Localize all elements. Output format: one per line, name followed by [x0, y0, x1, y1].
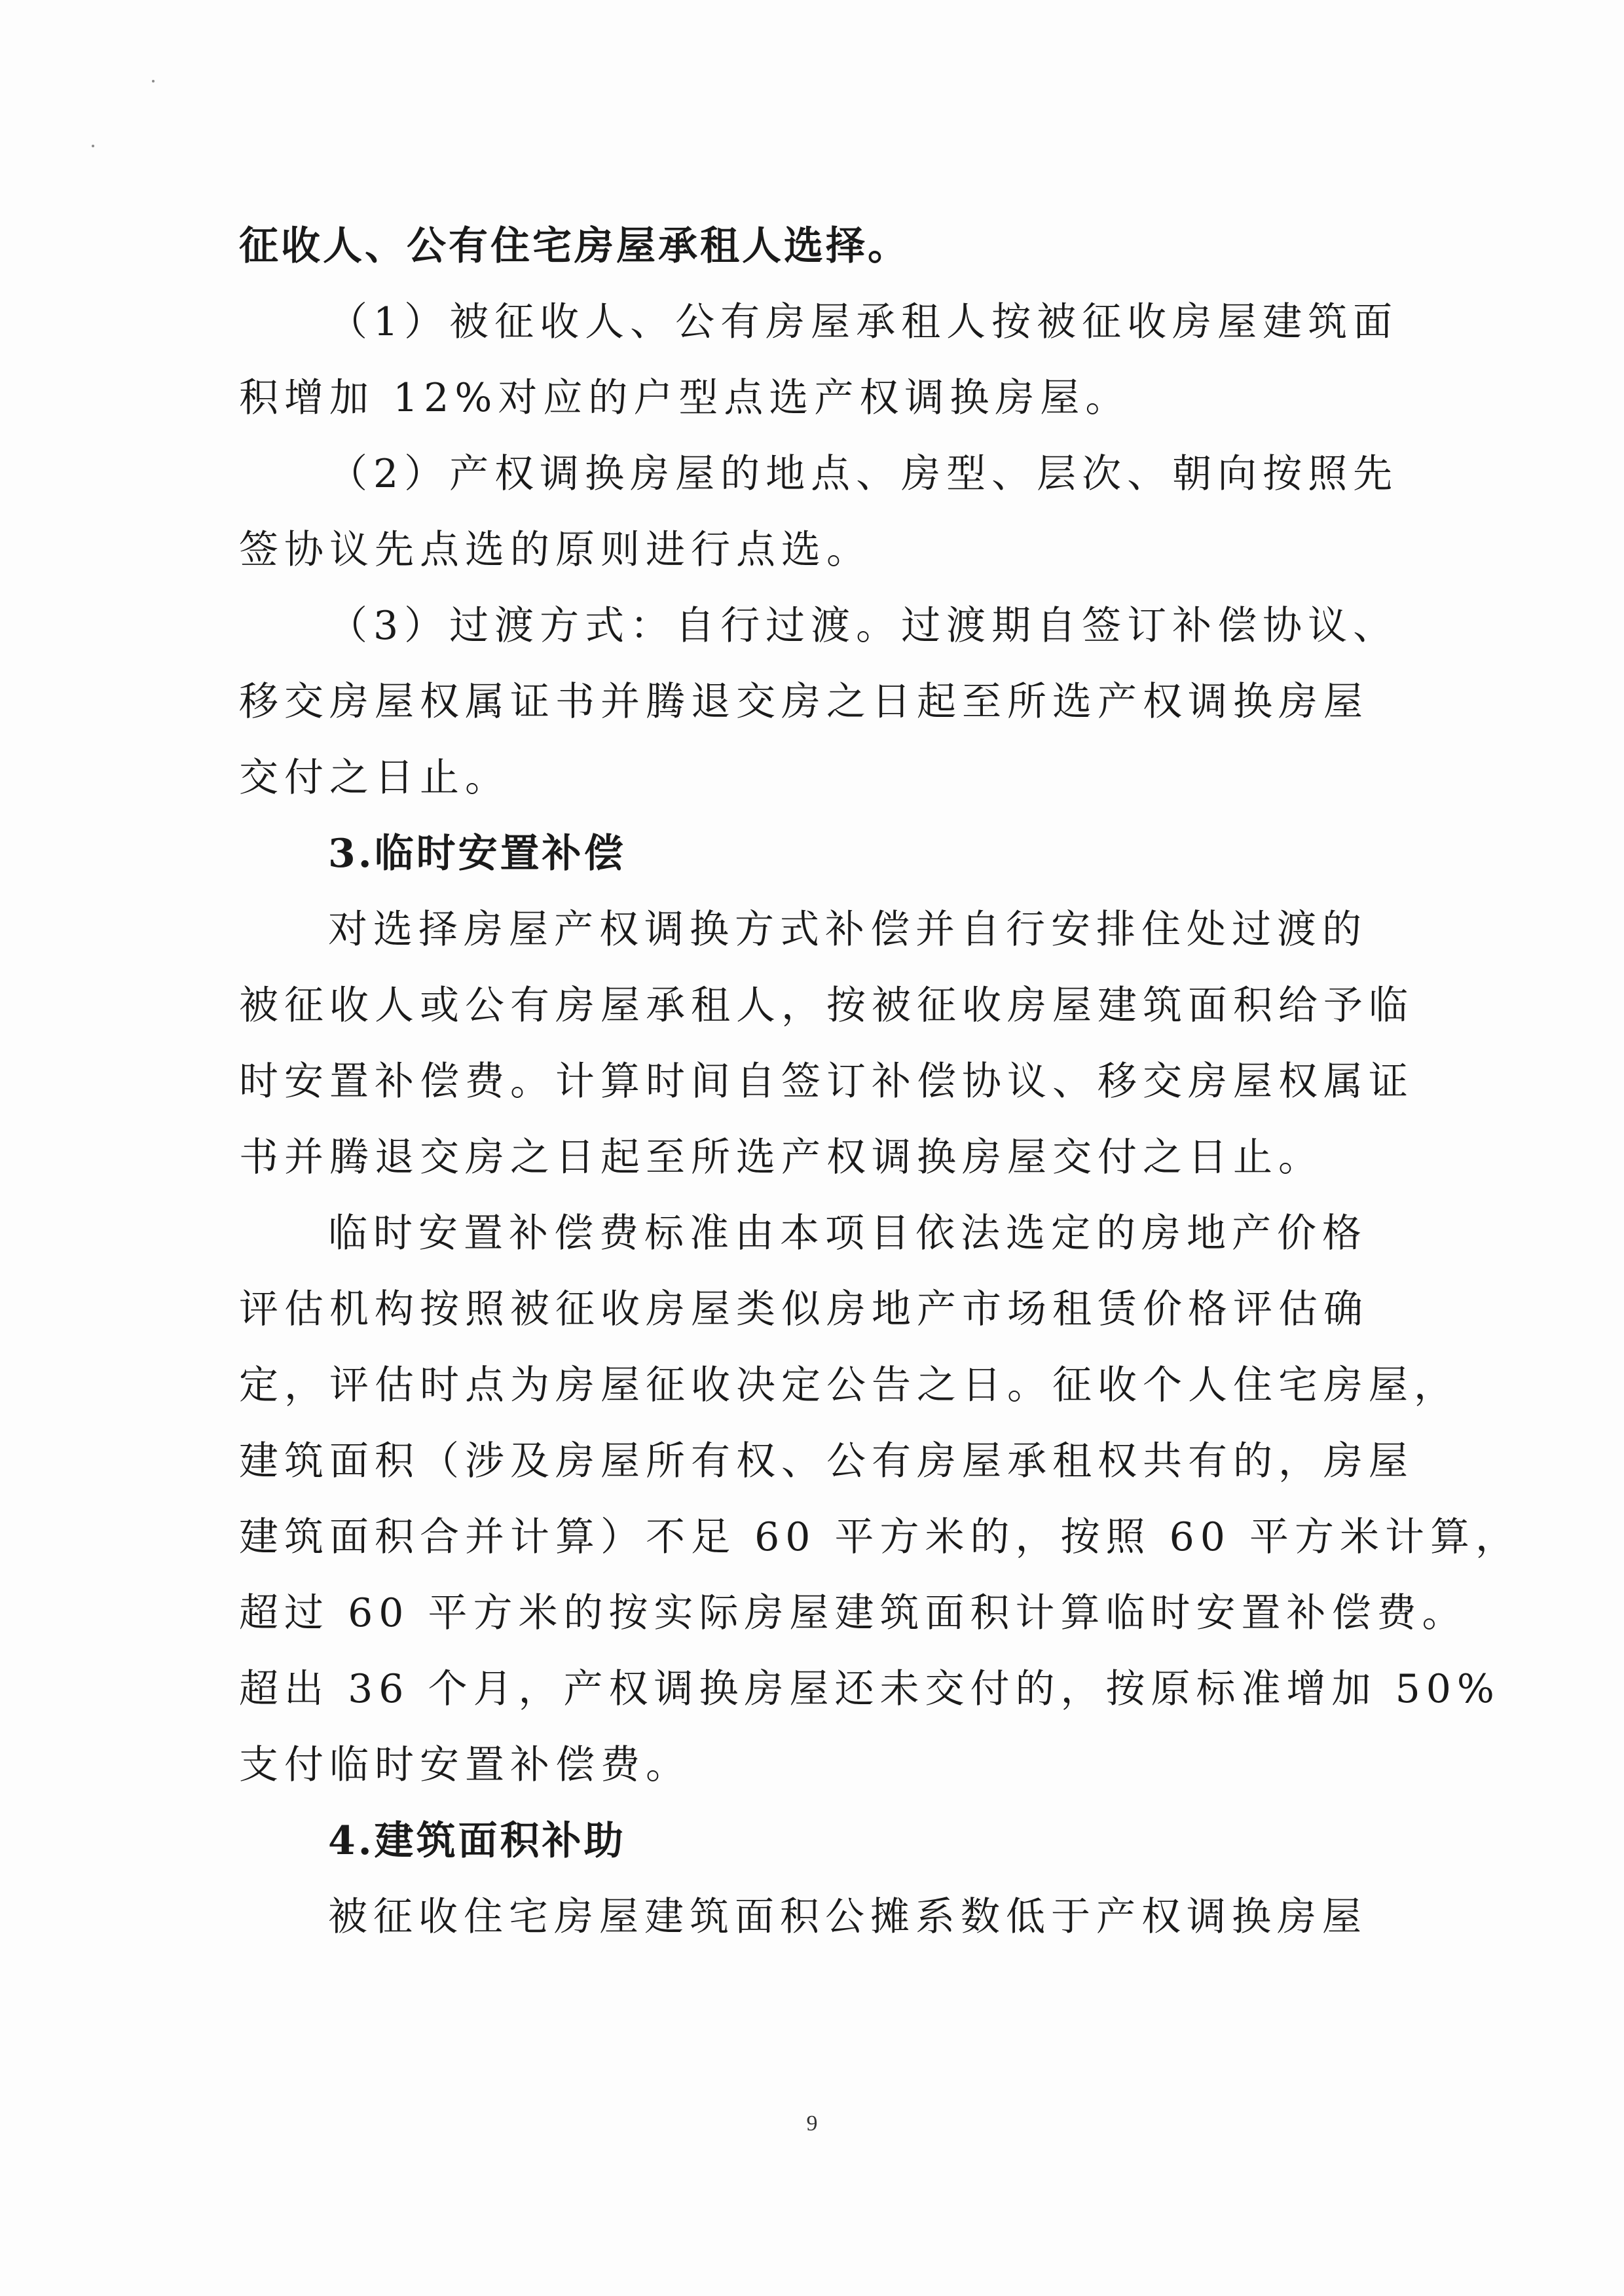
- paragraph-line: 被征收住宅房屋建筑面积公摊系数低于产权调换房屋: [328, 1894, 1367, 1940]
- paragraph-line: 评估机构按照被征收房屋类似房地产市场租赁价格评估确: [239, 1286, 1369, 1332]
- paragraph-line-item-3: （3）过渡方式：自行过渡。过渡期自签订补偿协议、: [328, 603, 1399, 649]
- page-number: 9: [806, 2111, 818, 2136]
- paragraph-line: 签协议先点选的原则进行点选。: [239, 527, 872, 573]
- paragraph-line: 建筑面积（涉及房屋所有权、公有房屋承租权共有的，房屋: [239, 1438, 1414, 1484]
- scan-speck: [92, 145, 94, 147]
- paragraph-line: 对选择房屋产权调换方式补偿并自行安排住处过渡的: [328, 907, 1367, 953]
- paragraph-line-item-2: （2）产权调换房屋的地点、房型、层次、朝向按照先: [328, 451, 1399, 497]
- document-body: [239, 208, 1521, 1955]
- paragraph-line: 超过 60 平方米的按实际房屋建筑面积计算临时安置补偿费。: [239, 1590, 1467, 1636]
- scan-speck: [152, 80, 155, 82]
- paragraph-line-item-1: （1）被征收人、公有房屋承租人按被征收房屋建筑面: [328, 299, 1399, 345]
- section-heading-floor-area-subsidy: 4.建筑面积补助: [328, 1818, 626, 1864]
- paragraph-line: 书并腾退交房之日起至所选产权调换房屋交付之日止。: [239, 1135, 1323, 1180]
- paragraph-line: 交付之日止。: [239, 755, 510, 801]
- paragraph-line-continuation: 征收人、公有住宅房屋承租人选择。: [239, 223, 910, 269]
- section-heading-temporary-resettlement: 3.临时安置补偿: [328, 831, 626, 877]
- paragraph-line: 支付临时安置补偿费。: [239, 1742, 691, 1788]
- paragraph-line: 超出 36 个月，产权调换房屋还未交付的，按原标准增加 50%: [239, 1666, 1500, 1712]
- paragraph-line: 时安置补偿费。计算时间自签订补偿协议、移交房屋权属证: [239, 1059, 1414, 1104]
- paragraph-line: 被征收人或公有房屋承租人，按被征收房屋建筑面积给予临: [239, 983, 1414, 1029]
- paragraph-line: 定，评估时点为房屋征收决定公告之日。征收个人住宅房屋，: [239, 1362, 1459, 1408]
- paragraph-line: 建筑面积合并计算）不足 60 平方米的，按照 60 平方米计算，: [239, 1514, 1521, 1560]
- paragraph-line: 临时安置补偿费标准由本项目依法选定的房地产价格: [328, 1211, 1367, 1256]
- paragraph-line: 移交房屋权属证书并腾退交房之日起至所选产权调换房屋: [239, 679, 1369, 725]
- paragraph-line: 积增加 12%对应的户型点选产权调换房屋。: [239, 375, 1131, 421]
